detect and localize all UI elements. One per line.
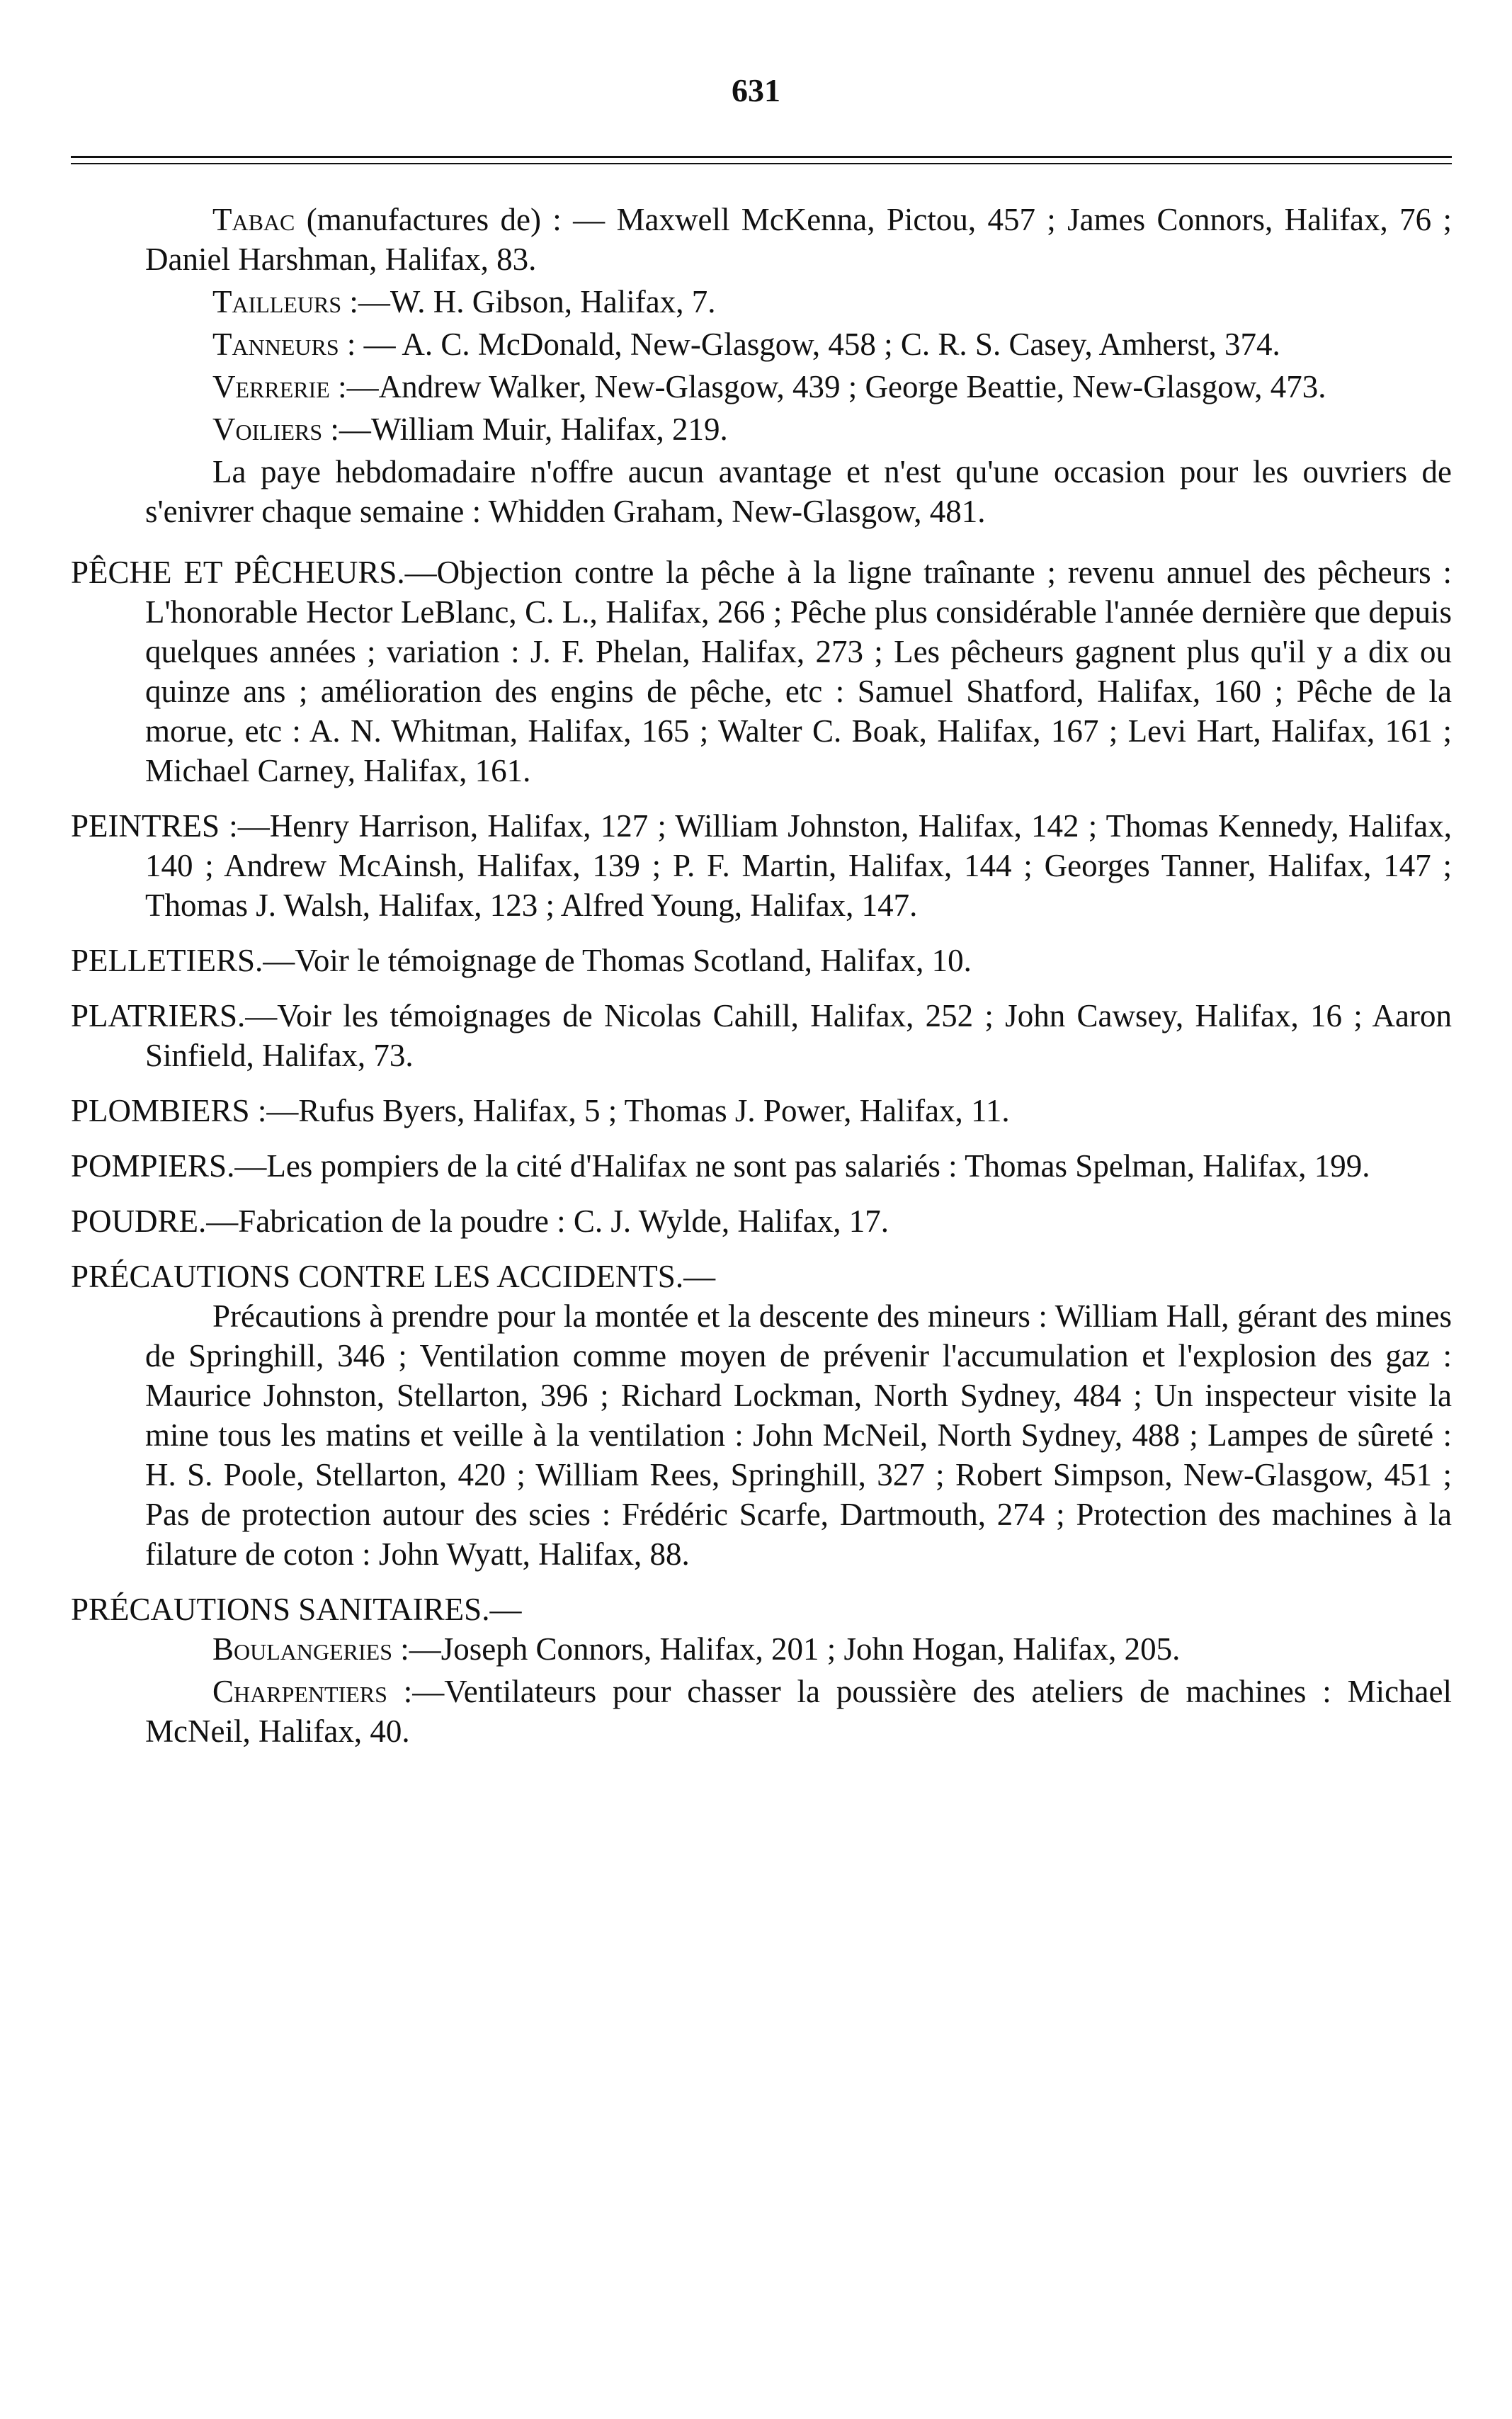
- section-pompiers: [71, 1146, 1452, 1186]
- section-text: —Les pompiers de la cité d'Halifax ne sont pas salariés : Thomas Spelman, Halifax, 199.: [234, 1148, 1370, 1184]
- entry-tailleurs: [71, 282, 1452, 322]
- section-accidents: [71, 1257, 1452, 1574]
- section-text: —Voir le témoignage de Thomas Scotland, Halifax, 10.: [263, 943, 972, 978]
- section-poudre: [71, 1201, 1452, 1241]
- header-rule-thin: [71, 163, 1452, 164]
- section-heading: PÊCHE ET PÊCHEURS.: [71, 555, 405, 590]
- section-pelletiers: [71, 941, 1452, 980]
- section-heading: PLOMBIERS: [71, 1093, 250, 1128]
- entry-text: :—Ventilateurs pour chasser la poussière des ateliers de machines : Michael McNeil, Halifax, 40.: [145, 1674, 1452, 1749]
- entry-text: :—Andrew Walker, New-Glasgow, 439 ; George Beattie, New-Glasgow, 473.: [329, 369, 1326, 404]
- entry-text: (manufactures de) : — Maxwell McKenna, Pictou, 457 ; James Connors, Halifax, 76 ; Daniel Harshman, Halifax, 83.: [145, 202, 1452, 277]
- section-heading: POMPIERS.: [71, 1148, 235, 1184]
- section-plombiers: [71, 1091, 1452, 1131]
- entry-label: Charpentiers: [212, 1674, 387, 1709]
- section-text: —Objection contre la pêche à la ligne traînante ; revenu annuel des pêcheurs : L'honorable Hector LeBlanc, C. L., Halifax, 266 ; Pêche plus considérable l'année dernière que depuis quelques années ; variation : J. F. Phelan, Halifax, 273 ; Les pêcheurs gagnent plus qu'il y a dix ou quinze ans ; amélioration des engins de pêche, etc : Samuel Shatford, Halifax, 160 ; Pêche de la morue, etc : A. N. Whitman, Halifax, 165 ; Walter C. Boak, Halifax, 167 ; Levi Hart, Halifax, 161 ; Michael Carney, Halifax, 161.: [145, 555, 1452, 788]
- section-text: :—Rufus Byers, Halifax, 5 ; Thomas J. Power, Halifax, 11.: [249, 1093, 1010, 1128]
- page-number: 631: [732, 72, 780, 108]
- entry-label: Voiliers: [212, 412, 323, 447]
- entry-text: :—W. H. Gibson, Halifax, 7.: [341, 284, 716, 319]
- entry-text: :—Joseph Connors, Halifax, 201 ; John Hogan, Halifax, 205.: [392, 1631, 1181, 1667]
- section-text: Précautions à prendre pour la montée et la descente des mineurs : William Hall, gérant des mines de Springhill, 346 ; Ventilation comme moyen de prévenir l'accumulation et l'explosion des gaz : Maurice Johnston, Stellarton, 396 ; Richard Lockman, North Sydney, 484 ; Un inspecteur visite la mine tous les matins et veille à la ventilation : John McNeil, North Sydney, 488 ; Lampes de sûreté : H. S. Poole, Stellarton, 420 ; William Rees, Springhill, 327 ; Robert Simpson, New-Glasgow, 451 ; Pas de protection autour des scies : Frédéric Scarfe, Dartmouth, 274 ; Protection des machines à la filature de coton : John Wyatt, Halifax, 88.: [145, 1298, 1452, 1572]
- page-body: [71, 200, 1452, 1751]
- entry-verrerie: [71, 367, 1452, 407]
- section-peche: [71, 553, 1452, 791]
- entry-label: Tailleurs: [212, 284, 342, 319]
- section-text: —Fabrication de la poudre : C. J. Wylde, Halifax, 17.: [206, 1203, 889, 1239]
- entry-text: :—William Muir, Halifax, 219.: [322, 412, 728, 447]
- entry-label: Tabac: [212, 202, 295, 237]
- section-heading: PRÉCAUTIONS CONTRE LES ACCIDENTS.—: [71, 1259, 716, 1294]
- section-heading: PEINTRES: [71, 808, 220, 844]
- entry-label: Boulangeries: [212, 1631, 392, 1667]
- section-sanitaires: [71, 1590, 1452, 1751]
- section-platriers: [71, 996, 1452, 1075]
- section-text: :—Henry Harrison, Halifax, 127 ; William Johnston, Halifax, 142 ; Thomas Kennedy, Halifax, 140 ; Andrew McAinsh, Halifax, 139 ; P. F. Martin, Halifax, 144 ; Georges Tanner, Halifax, 147 ; Thomas J. Walsh, Halifax, 123 ; Alfred Young, Halifax, 147.: [145, 808, 1452, 923]
- section-heading: PELLETIERS.: [71, 943, 263, 978]
- entry-voiliers: [71, 409, 1452, 449]
- entry-text: : — A. C. McDonald, New-Glasgow, 458 ; C. R. S. Casey, Amherst, 374.: [339, 327, 1280, 362]
- section-heading: PRÉCAUTIONS SANITAIRES.—: [71, 1592, 522, 1627]
- entry-paye: [71, 452, 1452, 531]
- header-rule: [71, 156, 1452, 158]
- entry-charpentiers: [71, 1672, 1452, 1751]
- entry-text: La paye hebdomadaire n'offre aucun avantage et n'est qu'une occasion pour les ouvriers de s'enivrer chaque semaine : Whidden Graham, New-Glasgow, 481.: [145, 454, 1452, 529]
- section-heading: POUDRE.: [71, 1203, 207, 1239]
- entry-tabac: [71, 200, 1452, 279]
- entry-tanneurs: [71, 324, 1452, 364]
- entry-label: Tanneurs: [212, 327, 339, 362]
- section-text: —Voir les témoignages de Nicolas Cahill, Halifax, 252 ; John Cawsey, Halifax, 16 ; Aaron Sinfield, Halifax, 73.: [145, 998, 1452, 1073]
- section-peintres: [71, 806, 1452, 925]
- section-heading: PLATRIERS.: [71, 998, 246, 1033]
- entry-boulangeries: [71, 1629, 1452, 1669]
- entry-label: Verrerie: [212, 369, 330, 404]
